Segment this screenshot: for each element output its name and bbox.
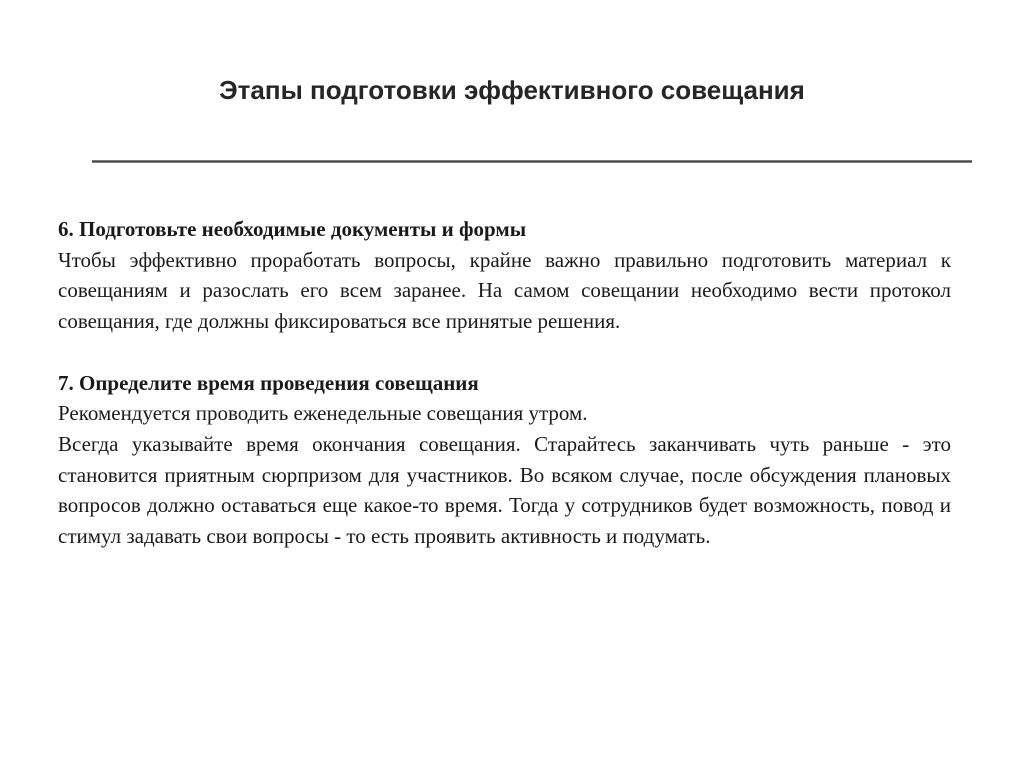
- section-paragraph: Всегда указывайте время окончания совещания. Старайтесь заканчивать чуть раньше - это становится приятным сюрпризом для участников. Во всяком случае, после обсуждения плановых вопросов должно оставаться еще какое-то время. Тогда у сотрудников будет возможность, повод и стимул задавать свои вопросы - то есть проявить активность и подумать.: [58, 431, 951, 549]
- section-prepare-documents: [58, 214, 951, 337]
- slide-title: Этапы подготовки эффективного совещания: [219, 75, 805, 105]
- section-paragraph: Рекомендуется проводить еженедельные совещания утром.: [58, 401, 588, 426]
- section-spacer: [58, 337, 951, 368]
- slide-body: [58, 214, 951, 552]
- section-heading: 6. Подготовьте необходимые документы и формы: [58, 217, 527, 241]
- section-meeting-time: [58, 368, 951, 552]
- section-heading: 7. Определите время проведения совещания: [58, 370, 479, 395]
- title-divider: [92, 160, 972, 163]
- section-paragraph: Чтобы эффективно проработать вопросы, крайне важно правильно подготовить материал к совещаниям и разослать его всем заранее. На самом совещании необходимо вести протокол совещания, где должны фиксироваться все принятые решения.: [58, 247, 951, 334]
